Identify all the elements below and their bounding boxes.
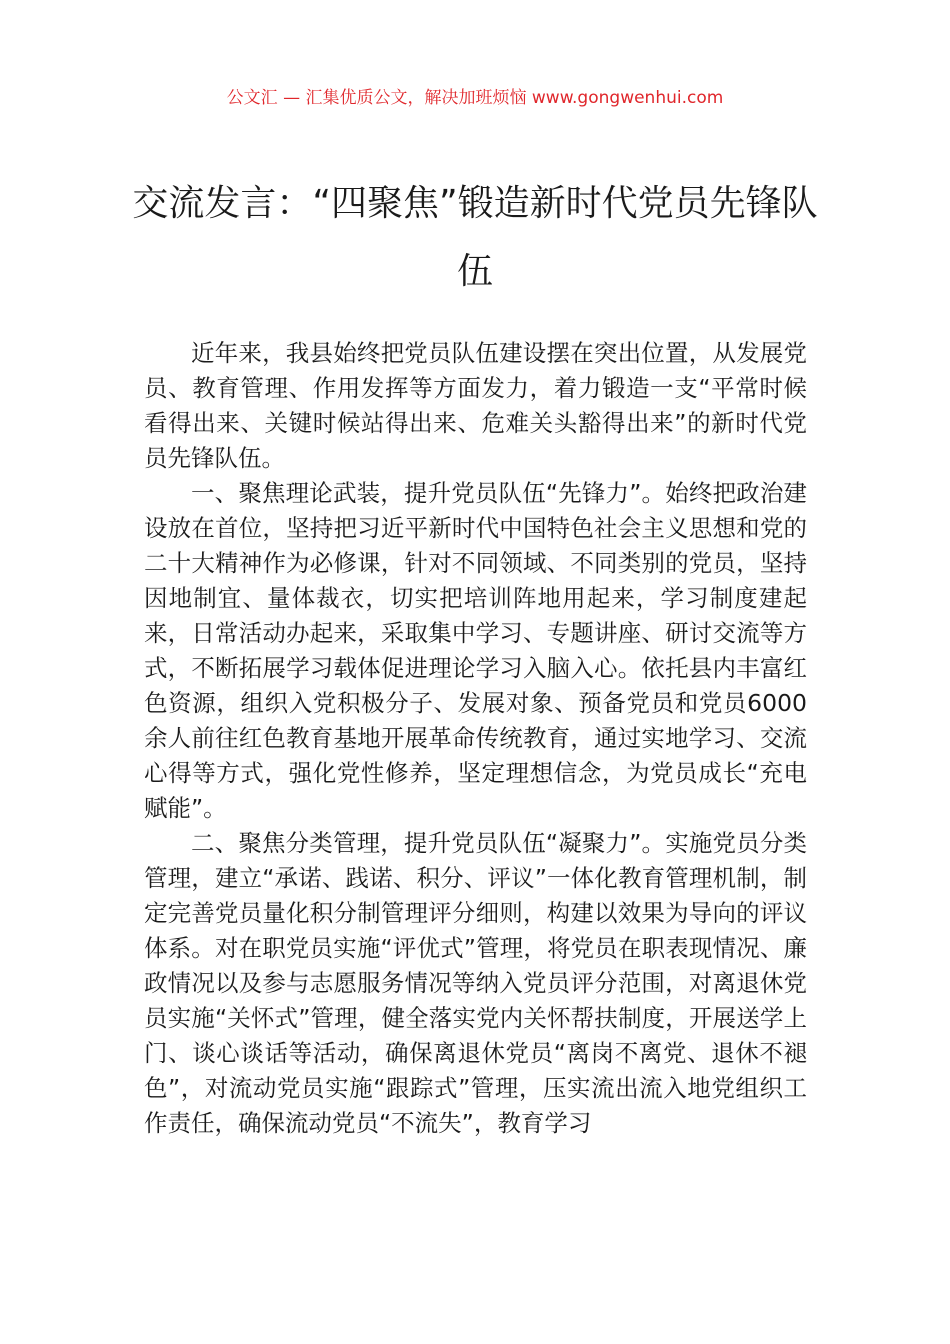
- intro-paragraph: 近年来，我县始终把党员队伍建设摆在突出位置，从发展党员、教育管理、作用发挥等方面发力，着力锻造一支“平常时候看得出来、关键时候站得出来、危难关头豁得出来”的新时代党员先锋队伍。: [144, 339, 807, 472]
- document-body: [144, 336, 807, 1141]
- site-banner: 公文汇 — 汇集优质公文，解决加班烦恼 www.gongwenhui.com: [226, 88, 724, 108]
- section-two-paragraph: 二、聚焦分类管理，提升党员队伍“凝聚力”。实施党员分类管理，建立“承诺、践诺、积分、评议”一体化教育管理机制，制定完善党员量化积分制管理评分细则，构建以效果为导向的评议体系。对在职党员实施“评优式”管理，将党员在职表现情况、廉政情况以及参与志愿服务情况等纳入党员评分范围，对离退休党员实施“关怀式”管理，健全落实党内关怀帮扶制度，开展送学上门、谈心谈话等活动，确保离退休党员“离岗不离党、退休不褪色”，对流动党员实施“跟踪式”管理，压实流出流入地党组织工作责任，确保流动党员“不流失”，教育学习: [144, 829, 807, 1137]
- document-title: 交流发言：“四聚焦”锻造新时代党员先锋队伍: [132, 183, 818, 292]
- section-one-paragraph: 一、聚焦理论武装，提升党员队伍“先锋力”。始终把政治建设放在首位，坚持把习近平新时代中国特色社会主义思想和党的二十大精神作为必修课，针对不同领域、不同类别的党员，坚持因地制宜、量体裁衣，切实把培训阵地用起来，学习制度建起来，日常活动办起来，采取集中学习、专题讲座、研讨交流等方式，不断拓展学习载体促进理论学习入脑入心。依托县内丰富红色资源，组织入党积极分子、发展对象、预备党员和党员6000余人前往红色教育基地开展革命传统教育，通过实地学习、交流心得等方式，强化党性修养，坚定理想信念，为党员成长“充电赋能”。: [144, 479, 807, 822]
